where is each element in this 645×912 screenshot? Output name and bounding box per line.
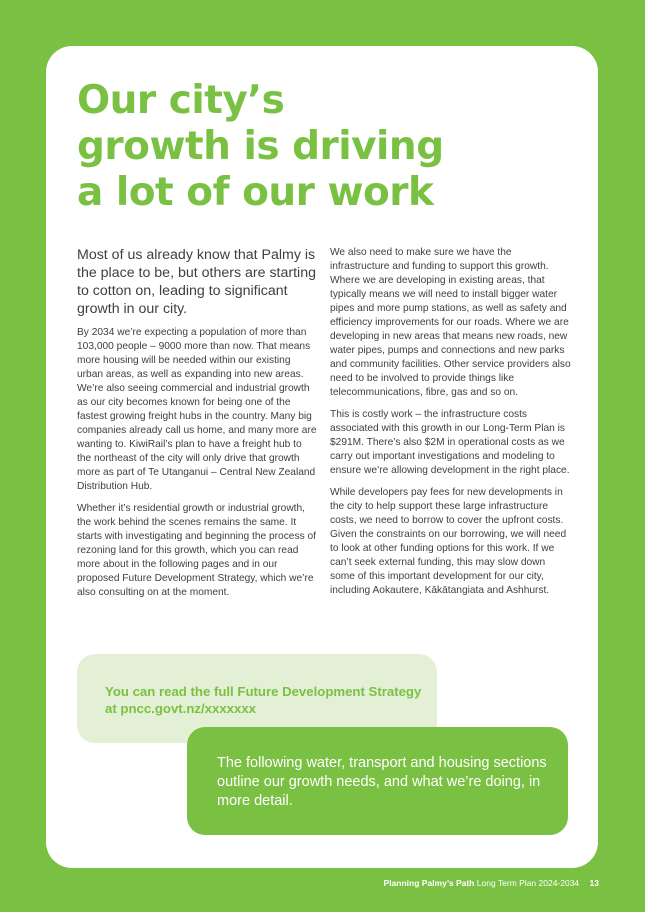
page-number: 13 [589, 878, 599, 888]
title-line-3: a lot of our work [77, 170, 434, 215]
sections-intro-callout [187, 727, 568, 835]
body-paragraph: Whether it’s residential growth or industrial growth, the work behind the scenes remains the same. It starts with investigating and beginning the process of rezoning land for this growth, which you can read more about in the following pages and in our proposed Future Development Strategy, which we’re also consulting on at the moment. [77, 503, 316, 598]
page-title [77, 78, 517, 216]
lead-paragraph: Most of us already know that Palmy is the place to be, but others are starting to cotton on, leading to significant growth in our city. [77, 247, 316, 317]
body-paragraph: By 2034 we’re expecting a population of more than 103,000 people – 9000 more than now. That means more housing will be needed within our existing urban areas, as well as expanding into new areas. We’re also seeing commercial and industrial growth as our city becomes known for being one of the fastest growing freight hubs in the country. Many big companies already call us home, and many more are wanting to. KiwiRail’s plan to have a freight hub to the northeast of the city will only drive that growth more as part of Te Utanganui – Central New Zealand Distribution Hub. [77, 327, 317, 492]
sections-intro-text: The following water, transport and housing sections outline our growth needs, and what we’re doing, in more detail. [217, 755, 547, 809]
footer-doc-subtitle: Long Term Plan 2024-2034 [476, 878, 580, 888]
title-line-2: growth is driving [77, 124, 444, 169]
right-column [330, 246, 572, 606]
left-column [77, 246, 317, 608]
footer-doc-name: Planning Palmy’s Path [383, 878, 475, 888]
strategy-link-text[interactable]: You can read the full Future Development Strategy at pncc.govt.nz/xxxxxxx [105, 684, 422, 716]
page-footer [384, 878, 599, 892]
title-line-1: Our city’s [77, 78, 285, 123]
body-paragraph: We also need to make sure we have the infrastructure and funding to support this growth. Where we are developing in existing areas, that typically means we will need to install bigger water pipes and more pump stations, as well as safety and efficiency improvements for our roads. Where we are developing in new areas that means new roads, new water pipes, pumps and connections and new parks and community facilities. Other service providers also need to be involved to provide things like telecommunications, fibre, gas and so on. [330, 247, 571, 398]
body-paragraph: While developers pay fees for new developments in the city to help support these large infrastructure costs, we need to borrow to cover the upfront costs. Given the constraints on our borrowing, we will need to look at other funding options for this work. If we can’t seek external funding, this may slow down some of this important development for our city, including Aokautere, Kākātangiata and Ashhurst. [330, 487, 567, 596]
body-paragraph: This is costly work – the infrastructure costs associated with this growth in our Long-Term Plan is $291M. There’s also $2M in operational costs as we carry out important investigations and modeling to ensure we’re allowing development in the right place. [330, 409, 570, 476]
